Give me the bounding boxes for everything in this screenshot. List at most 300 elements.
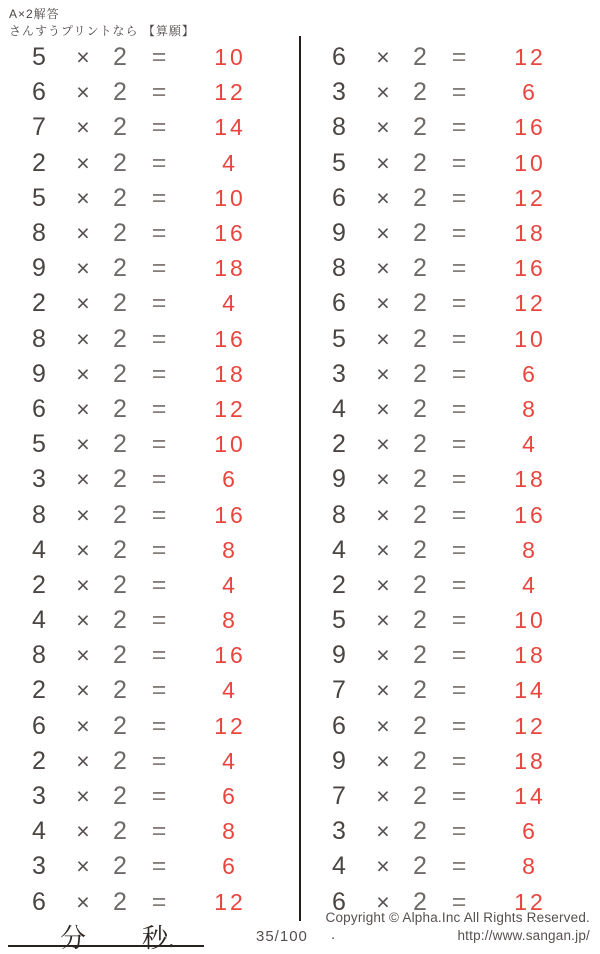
- equals-symbol: =: [451, 324, 467, 353]
- answer-value: 12: [514, 44, 546, 71]
- times-symbol: ×: [76, 255, 90, 282]
- problem-column-left: [0, 40, 300, 920]
- multiplier: 2: [413, 289, 427, 318]
- multiplicand: 5: [32, 183, 46, 212]
- multiplicand: 3: [332, 817, 346, 846]
- multiplier: 2: [413, 430, 427, 459]
- problem-row: [0, 779, 300, 814]
- multiplicand: 9: [332, 746, 346, 775]
- multiplicand: 2: [32, 746, 46, 775]
- multiplicand: 7: [32, 113, 46, 142]
- problem-row: [300, 181, 600, 216]
- times-symbol: ×: [76, 853, 90, 880]
- equals-symbol: =: [151, 289, 167, 318]
- multiplicand: 6: [332, 289, 346, 318]
- equals-symbol: =: [151, 430, 167, 459]
- answer-value: 12: [514, 888, 546, 915]
- times-symbol: ×: [376, 747, 390, 774]
- multiplier: 2: [413, 782, 427, 811]
- answer-value: 12: [514, 290, 546, 317]
- times-symbol: ×: [376, 712, 390, 739]
- equals-symbol: =: [151, 535, 167, 564]
- multiplicand: 5: [332, 606, 346, 635]
- answer-value: 10: [514, 325, 546, 352]
- multiplicand: 6: [332, 43, 346, 72]
- times-symbol: ×: [76, 607, 90, 634]
- seconds-label: 秒.: [142, 924, 175, 953]
- equals-symbol: =: [151, 500, 167, 529]
- multiplier: 2: [413, 78, 427, 107]
- problem-row: [300, 40, 600, 75]
- times-symbol: ×: [76, 360, 90, 387]
- answer-value: 4: [222, 149, 238, 176]
- multiplier: 2: [113, 746, 127, 775]
- answer-value: 14: [514, 783, 546, 810]
- equals-symbol: =: [151, 852, 167, 881]
- answer-value: 16: [514, 501, 546, 528]
- problem-row: [0, 568, 300, 603]
- multiplier: 2: [113, 606, 127, 635]
- times-symbol: ×: [376, 642, 390, 669]
- equals-symbol: =: [151, 359, 167, 388]
- equals-symbol: =: [451, 78, 467, 107]
- equals-symbol: =: [451, 254, 467, 283]
- multiplicand: 6: [332, 887, 346, 916]
- multiplier: 2: [413, 746, 427, 775]
- answer-value: 6: [222, 853, 238, 880]
- problem-row: [0, 814, 300, 849]
- multiplier: 2: [113, 817, 127, 846]
- answer-value: 16: [514, 255, 546, 282]
- multiplier: 2: [113, 394, 127, 423]
- problem-row: [0, 392, 300, 427]
- problem-row: [0, 251, 300, 286]
- multiplicand: 2: [32, 570, 46, 599]
- answer-value: 8: [522, 536, 538, 563]
- times-symbol: ×: [76, 79, 90, 106]
- times-symbol: ×: [376, 536, 390, 563]
- multiplicand: 2: [32, 148, 46, 177]
- times-symbol: ×: [376, 290, 390, 317]
- equals-symbol: =: [151, 887, 167, 916]
- problem-row: [0, 146, 300, 181]
- times-symbol: ×: [76, 571, 90, 598]
- problem-row: [300, 497, 600, 532]
- equals-symbol: =: [451, 113, 467, 142]
- multiplier: 2: [413, 254, 427, 283]
- answer-value: 10: [514, 607, 546, 634]
- answer-value: 18: [214, 255, 246, 282]
- equals-symbol: =: [451, 183, 467, 212]
- multiplier: 2: [113, 183, 127, 212]
- problem-row: [300, 392, 600, 427]
- problem-row: [0, 357, 300, 392]
- multiplicand: 8: [332, 113, 346, 142]
- problem-row: [300, 673, 600, 708]
- multiplier: 2: [413, 606, 427, 635]
- times-symbol: ×: [76, 501, 90, 528]
- equals-symbol: =: [451, 535, 467, 564]
- equals-symbol: =: [451, 394, 467, 423]
- times-symbol: ×: [376, 395, 390, 422]
- answer-value: 4: [222, 747, 238, 774]
- problem-row: [0, 673, 300, 708]
- multiplicand: 6: [32, 887, 46, 916]
- problem-row: [0, 709, 300, 744]
- problem-row: [0, 744, 300, 779]
- answer-value: 18: [514, 466, 546, 493]
- problem-row: [0, 849, 300, 884]
- answer-value: 16: [214, 501, 246, 528]
- problem-row: [0, 885, 300, 920]
- problem-row: [300, 146, 600, 181]
- problem-row: [0, 322, 300, 357]
- multiplier: 2: [113, 113, 127, 142]
- times-symbol: ×: [76, 149, 90, 176]
- multiplicand: 6: [332, 183, 346, 212]
- multiplicand: 5: [32, 43, 46, 72]
- times-symbol: ×: [376, 114, 390, 141]
- equals-symbol: =: [451, 641, 467, 670]
- multiplier: 2: [113, 78, 127, 107]
- equals-symbol: =: [151, 641, 167, 670]
- times-symbol: ×: [76, 888, 90, 915]
- multiplicand: 4: [332, 394, 346, 423]
- equals-symbol: =: [151, 570, 167, 599]
- multiplier: 2: [113, 430, 127, 459]
- multiplier: 2: [113, 359, 127, 388]
- page-title: A×2解答: [9, 7, 60, 21]
- equals-symbol: =: [451, 500, 467, 529]
- multiplier: 2: [413, 394, 427, 423]
- multiplier: 2: [413, 676, 427, 705]
- equals-symbol: =: [451, 606, 467, 635]
- equals-symbol: =: [451, 782, 467, 811]
- multiplicand: 8: [32, 219, 46, 248]
- multiplicand: 5: [332, 148, 346, 177]
- multiplicand: 6: [332, 711, 346, 740]
- multiplicand: 3: [32, 782, 46, 811]
- problem-row: [300, 603, 600, 638]
- multiplier: 2: [113, 711, 127, 740]
- times-symbol: ×: [376, 44, 390, 71]
- problem-row: [0, 181, 300, 216]
- equals-symbol: =: [451, 43, 467, 72]
- equals-symbol: =: [451, 676, 467, 705]
- multiplicand: 3: [32, 852, 46, 881]
- multiplier: 2: [113, 852, 127, 881]
- answer-value: 16: [214, 325, 246, 352]
- multiplicand: 2: [32, 676, 46, 705]
- problem-row: [300, 427, 600, 462]
- answer-value: 10: [514, 149, 546, 176]
- problem-row: [300, 638, 600, 673]
- times-symbol: ×: [376, 466, 390, 493]
- problem-row: [0, 462, 300, 497]
- answer-value: 18: [214, 360, 246, 387]
- multiplier: 2: [413, 641, 427, 670]
- times-symbol: ×: [376, 501, 390, 528]
- answer-value: 10: [214, 44, 246, 71]
- answer-value: 4: [222, 571, 238, 598]
- multiplicand: 6: [32, 78, 46, 107]
- answer-value: 18: [514, 642, 546, 669]
- problem-row: [0, 216, 300, 251]
- times-symbol: ×: [76, 44, 90, 71]
- equals-symbol: =: [151, 113, 167, 142]
- equals-symbol: =: [451, 148, 467, 177]
- times-symbol: ×: [376, 571, 390, 598]
- equals-symbol: =: [151, 324, 167, 353]
- problem-row: [300, 216, 600, 251]
- problem-column-right: [300, 40, 600, 920]
- problem-row: [0, 110, 300, 145]
- answer-value: 8: [522, 853, 538, 880]
- answer-value: 6: [222, 466, 238, 493]
- multiplier: 2: [113, 500, 127, 529]
- times-symbol: ×: [376, 255, 390, 282]
- times-symbol: ×: [76, 395, 90, 422]
- times-symbol: ×: [76, 818, 90, 845]
- equals-symbol: =: [451, 430, 467, 459]
- answer-value: 18: [514, 747, 546, 774]
- problem-row: [300, 110, 600, 145]
- page-number: 35/100: [256, 928, 308, 945]
- times-symbol: ×: [76, 466, 90, 493]
- answer-value: 4: [522, 431, 538, 458]
- multiplier: 2: [413, 219, 427, 248]
- multiplier: 2: [413, 465, 427, 494]
- answer-value: 12: [214, 712, 246, 739]
- page-subtitle: さんすうプリントなら 【算願】: [9, 24, 195, 38]
- times-symbol: ×: [376, 360, 390, 387]
- multiplicand: 4: [332, 852, 346, 881]
- answer-value: 4: [222, 677, 238, 704]
- equals-symbol: =: [451, 359, 467, 388]
- answer-value: 6: [522, 79, 538, 106]
- multiplier: 2: [113, 570, 127, 599]
- answer-value: 8: [222, 536, 238, 563]
- multiplicand: 5: [332, 324, 346, 353]
- equals-symbol: =: [151, 148, 167, 177]
- times-symbol: ×: [76, 747, 90, 774]
- equals-symbol: =: [151, 78, 167, 107]
- answer-value: 14: [514, 677, 546, 704]
- equals-symbol: =: [451, 289, 467, 318]
- problem-row: [300, 814, 600, 849]
- multiplier: 2: [113, 148, 127, 177]
- multiplier: 2: [413, 183, 427, 212]
- multiplier: 2: [113, 641, 127, 670]
- times-symbol: ×: [376, 431, 390, 458]
- answer-value: 16: [514, 114, 546, 141]
- multiplier: 2: [113, 254, 127, 283]
- equals-symbol: =: [451, 219, 467, 248]
- times-symbol: ×: [376, 220, 390, 247]
- equals-symbol: =: [151, 676, 167, 705]
- answer-value: 18: [514, 220, 546, 247]
- equals-symbol: =: [151, 254, 167, 283]
- multiplicand: 3: [32, 465, 46, 494]
- multiplicand: 4: [332, 535, 346, 564]
- multiplicand: 7: [332, 676, 346, 705]
- site-url-text: http://www.sangan.jp/: [457, 928, 590, 943]
- multiplier: 2: [113, 289, 127, 318]
- answer-value: 10: [214, 184, 246, 211]
- multiplicand: 6: [32, 711, 46, 740]
- answer-value: 6: [522, 818, 538, 845]
- multiplicand: 3: [332, 359, 346, 388]
- multiplier: 2: [413, 148, 427, 177]
- answer-value: 12: [514, 184, 546, 211]
- multiplier: 2: [413, 113, 427, 142]
- answer-value: 8: [222, 607, 238, 634]
- problem-row: [0, 497, 300, 532]
- multiplicand: 2: [332, 430, 346, 459]
- times-symbol: ×: [376, 888, 390, 915]
- answer-value: 8: [222, 818, 238, 845]
- problem-row: [300, 357, 600, 392]
- times-symbol: ×: [376, 607, 390, 634]
- times-symbol: ×: [376, 184, 390, 211]
- problem-row: [300, 709, 600, 744]
- answer-value: 8: [522, 395, 538, 422]
- times-symbol: ×: [376, 325, 390, 352]
- problem-row: [0, 427, 300, 462]
- multiplicand: 5: [32, 430, 46, 459]
- multiplicand: 6: [32, 394, 46, 423]
- multiplicand: 8: [32, 324, 46, 353]
- equals-symbol: =: [151, 219, 167, 248]
- multiplier: 2: [113, 887, 127, 916]
- times-symbol: ×: [376, 677, 390, 704]
- problem-row: [300, 568, 600, 603]
- minutes-label: 分: [60, 924, 87, 953]
- answer-value: 12: [214, 79, 246, 106]
- multiplicand: 8: [332, 254, 346, 283]
- times-symbol: ×: [76, 290, 90, 317]
- problem-row: [0, 286, 300, 321]
- equals-symbol: =: [451, 570, 467, 599]
- multiplier: 2: [413, 500, 427, 529]
- problem-row: [300, 779, 600, 814]
- multiplicand: 9: [32, 359, 46, 388]
- problem-row: [0, 603, 300, 638]
- times-symbol: ×: [76, 220, 90, 247]
- multiplicand: 2: [332, 570, 346, 599]
- answer-value: 12: [514, 712, 546, 739]
- multiplicand: 4: [32, 535, 46, 564]
- multiplier: 2: [413, 359, 427, 388]
- answer-value: 16: [214, 220, 246, 247]
- multiplier: 2: [113, 219, 127, 248]
- multiplicand: 8: [32, 500, 46, 529]
- multiplier: 2: [113, 465, 127, 494]
- problem-row: [300, 75, 600, 110]
- multiplier: 2: [413, 711, 427, 740]
- answer-value: 12: [214, 395, 246, 422]
- multiplier: 2: [113, 43, 127, 72]
- multiplier: 2: [113, 324, 127, 353]
- times-symbol: ×: [376, 783, 390, 810]
- multiplier: 2: [413, 43, 427, 72]
- equals-symbol: =: [151, 606, 167, 635]
- multiplier: 2: [413, 324, 427, 353]
- multiplier: 2: [113, 676, 127, 705]
- multiplicand: 3: [332, 78, 346, 107]
- times-symbol: ×: [376, 818, 390, 845]
- multiplicand: 9: [332, 465, 346, 494]
- times-symbol: ×: [76, 712, 90, 739]
- times-symbol: ×: [376, 79, 390, 106]
- multiplicand: 9: [332, 641, 346, 670]
- equals-symbol: =: [451, 746, 467, 775]
- multiplicand: 7: [332, 782, 346, 811]
- problem-row: [300, 849, 600, 884]
- multiplicand: 9: [32, 254, 46, 283]
- multiplicand: 8: [332, 500, 346, 529]
- equals-symbol: =: [151, 746, 167, 775]
- equals-symbol: =: [451, 887, 467, 916]
- times-symbol: ×: [76, 536, 90, 563]
- multiplier: 2: [413, 887, 427, 916]
- equals-symbol: =: [151, 465, 167, 494]
- problem-row: [300, 462, 600, 497]
- multiplier: 2: [413, 852, 427, 881]
- answer-value: 10: [214, 431, 246, 458]
- answer-value: 16: [214, 642, 246, 669]
- stray-dot: .: [331, 926, 336, 943]
- equals-symbol: =: [151, 782, 167, 811]
- multiplicand: 4: [32, 606, 46, 635]
- problem-row: [300, 251, 600, 286]
- answer-value: 14: [214, 114, 246, 141]
- times-symbol: ×: [76, 325, 90, 352]
- times-symbol: ×: [376, 149, 390, 176]
- problem-row: [0, 533, 300, 568]
- times-symbol: ×: [76, 184, 90, 211]
- multiplicand: 2: [32, 289, 46, 318]
- equals-symbol: =: [451, 817, 467, 846]
- equals-symbol: =: [151, 817, 167, 846]
- multiplicand: 9: [332, 219, 346, 248]
- copyright-text: Copyright © Alpha.Inc All Rights Reserved.: [325, 910, 590, 925]
- times-symbol: ×: [376, 853, 390, 880]
- multiplier: 2: [113, 782, 127, 811]
- equals-symbol: =: [151, 43, 167, 72]
- times-symbol: ×: [76, 783, 90, 810]
- problem-row: [0, 40, 300, 75]
- times-symbol: ×: [76, 642, 90, 669]
- problem-row: [0, 75, 300, 110]
- multiplier: 2: [413, 535, 427, 564]
- time-entry-line: [8, 945, 204, 947]
- problem-row: [300, 533, 600, 568]
- multiplier: 2: [413, 570, 427, 599]
- equals-symbol: =: [451, 465, 467, 494]
- multiplicand: 4: [32, 817, 46, 846]
- answer-value: 6: [222, 783, 238, 810]
- times-symbol: ×: [76, 431, 90, 458]
- equals-symbol: =: [151, 394, 167, 423]
- multiplicand: 8: [32, 641, 46, 670]
- equals-symbol: =: [151, 183, 167, 212]
- equals-symbol: =: [451, 852, 467, 881]
- times-symbol: ×: [76, 677, 90, 704]
- equals-symbol: =: [151, 711, 167, 740]
- times-symbol: ×: [76, 114, 90, 141]
- problem-row: [300, 744, 600, 779]
